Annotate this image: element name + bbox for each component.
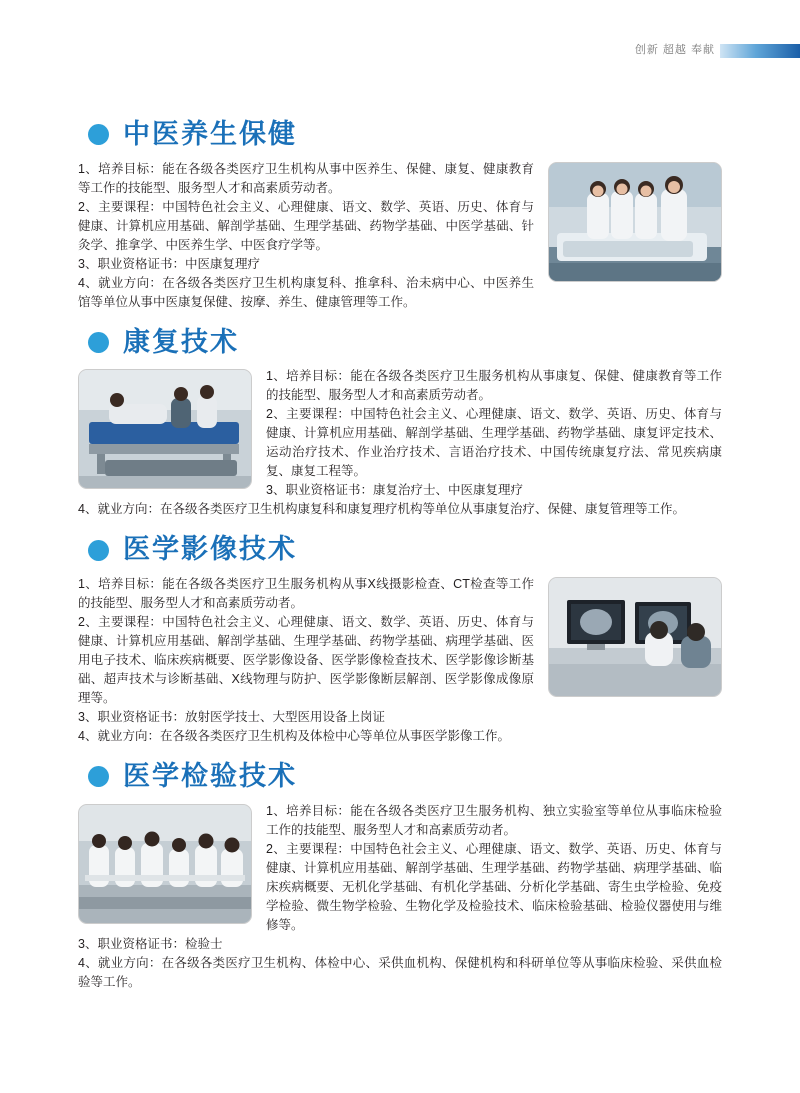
text-line-courses: 2、主要课程：中国特色社会主义、心理健康、语文、数学、英语、历史、体育与健康、计算机应用基础、解剖学基础、生理学基础、药物学基础、病理学基础、临床疾病概要、无机化学基础、有机化学基础、分析化学基础、寄生虫学检验、免疫学检验、微生物学检验、生物化学及检验技术、临床检验基础、检验仪器使用与维修等。 [266,841,722,932]
section-title: 医学影像技术 [123,534,297,566]
page-header [0,0,800,80]
section-title-row [78,762,722,792]
section-title: 医学检验技术 [123,761,297,793]
section-title: 康复技术 [123,326,239,358]
header-accent-bar [720,44,800,58]
text-line-goal: 1、培养目标：能在各级各类医疗卫生服务机构从事康复、保健、健康教育等工作的技能型、服务型人才和高素质劳动者。 [266,369,722,403]
text-line-goal: 1、培养目标：能在各级各类医疗卫生机构从事中医养生、保健、康复、健康教育等工作的技能型、服务型人才和高素质劳动者。 [78,161,534,195]
text-line-goal: 1、培养目标：能在各级各类医疗卫生服务机构、独立实验室等单位从事临床检验工作的技能型、服务型人才和高素质劳动者。 [266,803,722,837]
text-line-certificate: 3、职业资格证书：放射医学技士、大型医用设备上岗证 [78,710,385,725]
section-title: 中医养生保健 [123,119,297,150]
section-title-row [78,120,722,150]
section-body [78,802,722,992]
section-medical-laboratory-technology [0,762,800,992]
bullet-dot-icon [88,124,109,145]
section-medical-imaging-technology [0,535,800,746]
section-body [78,367,722,519]
photo-laboratory-testing-class [78,804,252,924]
header-slogan: 创新 超越 奉献 [634,44,715,56]
photo-tcm-health-care-students [548,162,722,282]
text-line-employment: 4、就业方向：在各级各类医疗卫生机构康复科和康复理疗机构等单位从事康复治疗、保健、康复管理等工作。 [78,502,685,517]
text-line-employment: 4、就业方向：在各级各类医疗卫生机构及体检中心等单位从事医学影像工作。 [78,729,510,744]
text-line-employment: 4、就业方向：在各级各类医疗卫生机构康复科、推拿科、治未病中心、中医养生馆等单位从事中医康复保健、按摩、养生、健康管理等工作。 [78,275,534,309]
photo-medical-imaging-workstation [548,577,722,697]
text-line-certificate: 3、职业资格证书：检验士 [78,936,223,951]
text-line-certificate: 3、职业资格证书：康复治疗士、中医康复理疗 [266,483,523,498]
section-title-row [78,535,722,565]
text-line-courses: 2、主要课程：中国特色社会主义、心理健康、语文、数学、英语、历史、体育与健康、计算机应用基础、解剖学基础、生理学基础、药物学基础、中医学基础、针灸学、推拿学、中医养生学、中医食疗学等。 [78,199,534,252]
bullet-dot-icon [88,332,109,353]
section-title-row [78,328,722,358]
text-line-courses: 2、主要课程：中国特色社会主义、心理健康、语文、数学、英语、历史、体育与健康、计算机应用基础、解剖学基础、生理学基础、药物学基础、康复评定技术、运动治疗技术、作业治疗技术、言语治疗技术、中国传统康复疗法、常见疾病康复、康复工程等。 [266,407,722,479]
section-body [78,575,722,746]
text-line-goal: 1、培养目标：能在各级各类医疗卫生服务机构从事X线摄影检查、CT检查等工作的技能型、服务型人才和高素质劳动者。 [78,577,534,611]
section-tcm-health-care [0,120,800,312]
bullet-dot-icon [88,766,109,787]
bullet-dot-icon [88,540,109,561]
text-line-employment: 4、就业方向：在各级各类医疗卫生机构、体检中心、采供血机构、保健机构和科研单位等从事临床检验、采供血检验等工作。 [78,955,722,989]
photo-rehabilitation-training-room [78,369,252,489]
text-line-certificate: 3、职业资格证书：中医康复理疗 [78,256,260,271]
section-body [78,160,722,312]
text-line-courses: 2、主要课程：中国特色社会主义、心理健康、语文、数学、英语、历史、体育与健康、计算机应用基础、解剖学基础、生理学基础、药物学基础、病理学基础、医用电子技术、临床疾病概要、医学影像设备、医学影像检查技术、医学影像诊断基础、超声技术与诊断基础、X线物理与防护、医学影像断层解剖、医学影像成像原理等。 [78,615,534,706]
page-content [0,120,800,1008]
section-rehabilitation-technology [0,328,800,520]
